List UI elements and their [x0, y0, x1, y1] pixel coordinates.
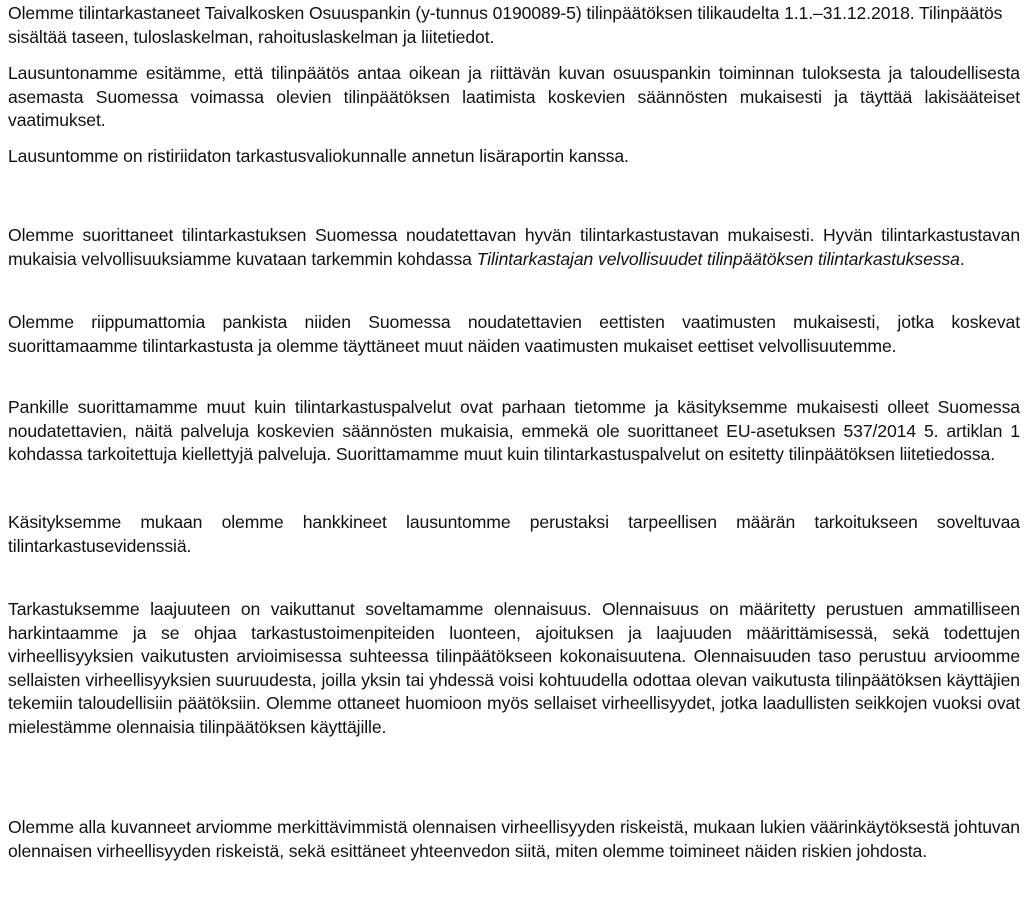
paragraph-non-audit-services: Pankille suorittamamme muut kuin tilintarkastuspalvelut ovat parhaan tietomme ja käsityksemme mukaisesti olleet Suomessa noudatettavien, näitä palveluja koskevien säännösten mukaisia, emmekä ole suorittaneet EU-asetuksen 537/2014 5. artiklan 1 kohdassa tarkoitettuja kiellettyjä palveluja. Suorittamamme muut kuin tilintarkastuspalvelut on esitetty tilinpäätöksen liitetiedossa.: [8, 397, 1020, 464]
basis-text-end: .: [959, 248, 965, 269]
basis-text-start: Olemme suorittaneet tilintarkastuksen Suomessa noudatettavan hyvän tilintarkastustavan mukaisesti. Hyvän tilintarkastustavan mukaisia velvollisuuksiamme kuvataan tarkemmin kohdassa: [8, 225, 1020, 269]
paragraph-independence: Olemme riippumattomia pankista niiden Suomessa noudatettavien eettisten vaatimusten mukaisesti, jotka koskevat suorittamaamme tilintarkastusta ja olemme täyttäneet muut näiden vaatimusten mukaiset eettiset velvollisuutemme.: [8, 312, 1020, 356]
basis-text-reference: Tilintarkastajan velvollisuudet tilinpäätöksen tilintarkastuksessa: [476, 248, 960, 269]
paragraph-opinion: Lausuntonamme esitämme, että tilinpäätös antaa oikean ja riittävän kuvan osuuspankin toiminnan tuloksesta ja taloudellisesta asemasta Suomessa voimassa olevien tilinpäätöksen laatimista koskevien säännösten mukaisesti ja täyttää lakisääteiset vaatimukset.: [8, 63, 1020, 130]
paragraph-consistency: Lausuntomme on ristiriidaton tarkastusvaliokunnalle annetun lisäraportin kanssa.: [8, 146, 629, 166]
paragraph-audit-scope: Olemme tilintarkastaneet Taivalkosken Osuuspankin (y-tunnus 0190089-5) tilinpäätöksen tilikaudelta 1.1.–31.12.2018. Tilinpäätös sisältää taseen, tuloslaskelman, rahoituslaskelman ja liitetiedot.: [8, 3, 1003, 47]
paragraph-evidence: Käsityksemme mukaan olemme hankkineet lausuntomme perustaksi tarpeellisen määrän tarkoitukseen soveltuvaa tilintarkastusevidenssiä.: [8, 512, 1020, 556]
paragraph-basis: [8, 224, 1020, 271]
paragraph-key-risks: Olemme alla kuvanneet arviomme merkittävimmistä olennaisen virheellisyyden riskeistä, mukaan lukien väärinkäytöksestä johtuvan olennaisen virheellisyyden riskeistä, sekä esittäneet yhteenvedon siitä, miten olemme toimineet näiden riskien johdosta.: [8, 817, 1020, 861]
paragraph-materiality: Tarkastuksemme laajuuteen on vaikuttanut soveltamamme olennaisuus. Olennaisuus on määritetty perustuen ammatilliseen harkintaamme ja se ohjaa tarkastustoimenpiteiden luonteen, ajoituksen ja laajuuden määrittämisessä, sekä todettujen virheellisyyksien vaikutusten arvioimisessa suhteessa tilinpäätökseen kokonaisuutena. Olennaisuuden taso perustuu arvioomme sellaisten virheellisyyksien suuruudesta, joilla yksin tai yhdessä voisi kohtuudella odottaa olevan vaikutusta tilinpäätöksen käyttäjien tekemiin taloudellisiin päätöksiin. Olemme ottaneet huomioon myös sellaiset virheellisyydet, jotka laadullisten seikkojen vuoksi ovat mielestämme olennaisia tilinpäätöksen käyttäjille.: [8, 599, 1020, 737]
